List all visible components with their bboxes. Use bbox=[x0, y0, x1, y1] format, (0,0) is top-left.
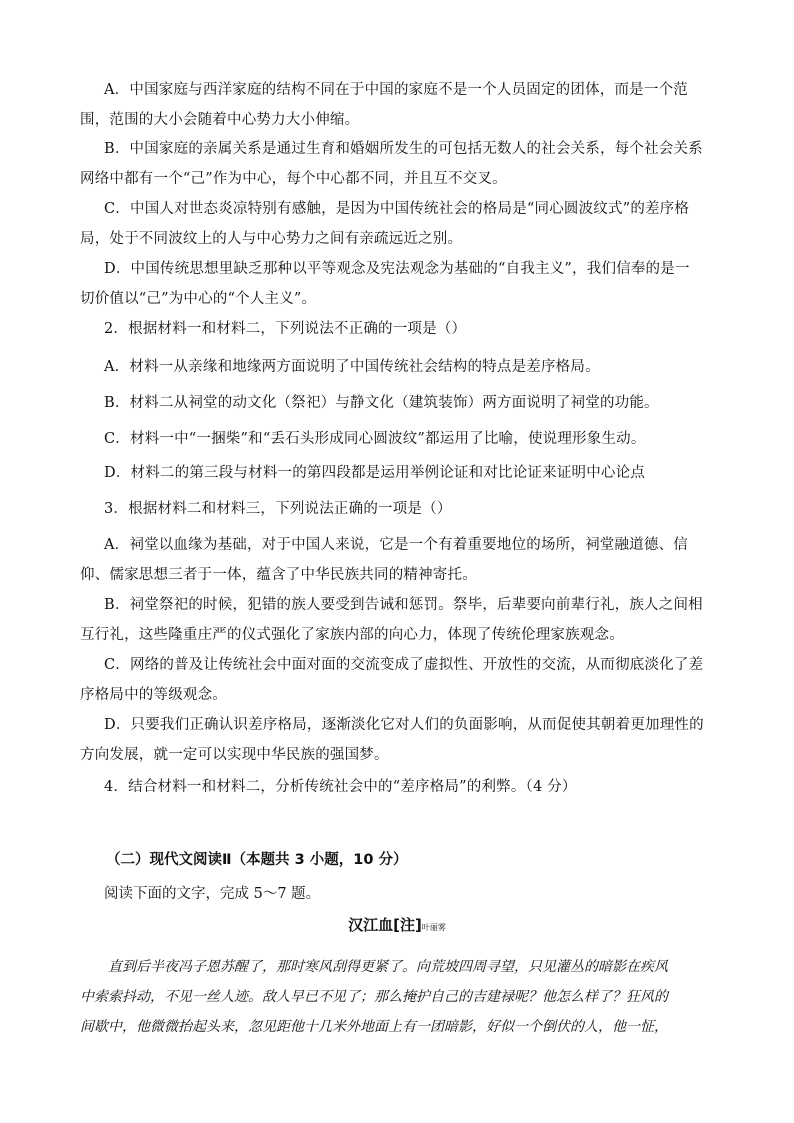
paragraph-line: C．网络的普及让传统社会中面对面的交流变成了虚拟性、开放性的交流，从而彻底淡化了差 bbox=[104, 657, 704, 673]
question-paragraph bbox=[104, 494, 720, 524]
question-paragraph bbox=[80, 134, 720, 194]
question-paragraph bbox=[80, 590, 720, 650]
question-paragraph bbox=[104, 314, 720, 344]
paragraph-line: C．材料一中“一捆柴”和“丢石头形成同心圆波纹”都运用了比喻，使说理形象生动。 bbox=[104, 431, 646, 447]
question-paragraph bbox=[80, 75, 720, 135]
paragraph-line: B．中国家庭的亲属关系是通过生育和婚姻所发生的可包括无数人的社会关系，每个社会关系 bbox=[104, 141, 703, 157]
paragraph-line: B．材料二从祠堂的动文化（祭祀）与静文化（建筑装饰）两方面说明了祠堂的功能。 bbox=[104, 395, 659, 411]
story-body bbox=[80, 952, 720, 1042]
paragraph-line: 方向发展，就一定可以实现中华民族的强国梦。 bbox=[80, 747, 389, 763]
reading-instruction: 阅读下面的文字，完成 5～7 题。 bbox=[104, 886, 321, 902]
paragraph-line: 切价值以“己”为中心的“个人主义”。 bbox=[80, 291, 317, 307]
story-line: 中索索抖动，不见一丝人迹。敌人早已不见了；那么掩护自己的吉建禄呢？他怎么样了？狂风的 bbox=[80, 989, 668, 1005]
paragraph-line: D．只要我们正确认识差序格局，逐渐淡化它对人们的负面影响，从而促使其朝着更加理性的 bbox=[104, 717, 704, 733]
story-author: 叶丽雾 bbox=[421, 923, 446, 932]
paragraph-line: D．材料二的第三段与材料一的第四段都是运用举例论证和对比论证来证明中心论点 bbox=[104, 465, 646, 481]
paragraph-line: D．中国传统思想里缺乏那种以平等观念及宪法观念为基础的“自我主义”，我们信奉的是一 bbox=[104, 261, 690, 277]
paragraph-line: A．祠堂以血缘为基础，对于中国人来说，它是一个有着重要地位的场所，祠堂融道德、信 bbox=[104, 537, 688, 553]
paragraph-line: C．中国人对世态炎凉特别有感触，是因为中国传统社会的格局是“同心圆波纹式”的差序格 bbox=[104, 201, 690, 217]
paragraph-line: 网络中都有一个“己”作为中心，每个中心都不同，并且互不交叉。 bbox=[80, 171, 507, 187]
paragraph-line: 互行礼，这些隆重庄严的仪式强化了家族内部的向心力，体现了传统伦理家族观念。 bbox=[80, 627, 624, 643]
question-paragraph bbox=[80, 194, 720, 254]
paragraph-line: 4．结合材料一和材料二，分析传统社会中的“差序格局”的利弊。（4 分） bbox=[104, 779, 577, 795]
question-paragraph bbox=[80, 650, 720, 710]
paragraph-line: 2．根据材料一和材料二，下列说法不正确的一项是（） bbox=[104, 321, 467, 337]
question-paragraph bbox=[104, 388, 720, 418]
story-line: 直到后半夜冯子恩苏醒了，那时寒风刮得更紧了。向荒坡四周寻望，只见灌丛的暗影在疾风 bbox=[80, 959, 668, 975]
paragraph-line: 3．根据材料二和材料三，下列说法正确的一项是（） bbox=[104, 501, 452, 517]
question-paragraph bbox=[80, 530, 720, 590]
paragraph-line: 仰、儒家思想三者于一体，蕴含了中华民族共同的精神寄托。 bbox=[80, 567, 477, 583]
paragraph-line: 围，范围的大小会随着中心势力大小伸缩。 bbox=[80, 112, 360, 128]
section-heading: （二）现代文阅读Ⅱ（本题共 3 小题，10 分） bbox=[106, 852, 408, 868]
question-paragraph bbox=[80, 710, 720, 770]
question-paragraph bbox=[104, 772, 720, 802]
question-paragraph bbox=[104, 424, 720, 454]
story-title-text: 汉江血[注] bbox=[348, 916, 422, 934]
story-line: 间歇中，他微微抬起头来，忽见距他十几米外地面上有一团暗影，好似一个倒伏的人，他一怔， bbox=[80, 1019, 668, 1035]
question-paragraph bbox=[80, 254, 720, 314]
paragraph-line: B．祠堂祭祀的时候，犯错的族人要受到告诫和惩罚。祭毕，后辈要向前辈行礼，族人之间相 bbox=[104, 597, 703, 613]
paragraph-line: A．中国家庭与西洋家庭的结构不同在于中国的家庭不是一个人员固定的团体，而是一个范 bbox=[104, 82, 688, 98]
question-paragraph bbox=[104, 352, 720, 382]
paragraph-line: 序格局中的等级观念。 bbox=[80, 687, 227, 703]
paragraph-line: A．材料一从亲缘和地缘两方面说明了中国传统社会结构的特点是差序格局。 bbox=[104, 359, 600, 375]
paragraph-line: 局，处于不同波纹上的人与中心势力之间有亲疏远近之别。 bbox=[80, 231, 463, 247]
question-paragraph bbox=[104, 458, 720, 488]
story-title bbox=[0, 914, 794, 935]
